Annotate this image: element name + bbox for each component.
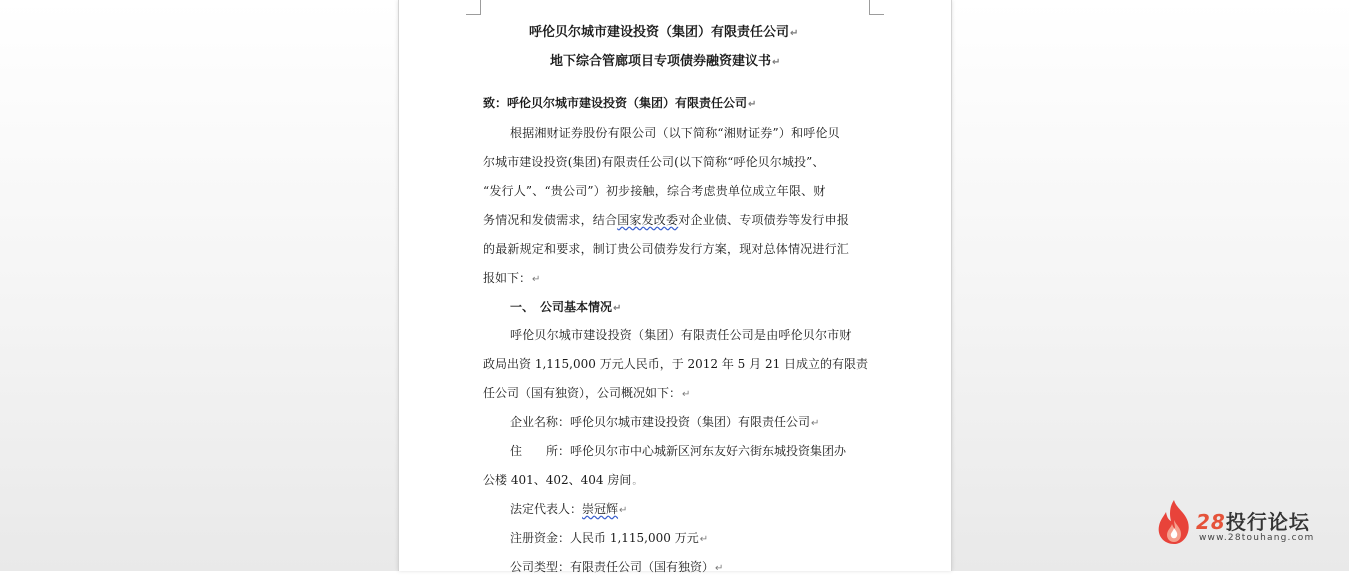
company-name: 企业名称：呼伦贝尔城市建设投资（集团）有限责任公司↵ — [510, 415, 820, 429]
intro-line: “发行人”、“贵公司”）初步接触，综合考虑贵单位成立年限、财 — [483, 184, 826, 198]
address-line: 公楼 401、402、404 房间。 — [483, 473, 643, 487]
watermark-brand-text: 28投行论坛 — [1196, 510, 1310, 534]
registered-capital: 注册资金：人民币 1,115,000 万元↵ — [510, 531, 709, 545]
intro-line: 根据湘财证券股份有限公司（以下简称“湘财证券”）和呼伦贝 — [510, 126, 840, 140]
watermark-url: www.28touhang.com — [1199, 533, 1315, 543]
page-margin-corner-right — [869, 0, 884, 15]
section-body-line: 政局出资 1,115,000 万元人民币，于 2012 年 5 月 21 日成立的有限责 — [483, 357, 869, 371]
section-body-line: 任公司（国有独资），公司概况如下：↵ — [483, 386, 691, 400]
watermark-logo — [1155, 498, 1325, 548]
doc-title-line1: 呼伦贝尔城市建设投资（集团）有限责任公司↵ — [529, 25, 799, 40]
address-line: 住 所：呼伦贝尔市中心城新区河东友好六街东城投资集团办 — [510, 444, 847, 458]
intro-line: 务情况和发债需求，结合国家发改委对企业债、专项债券等发行申报 — [483, 213, 850, 227]
section-body-line: 呼伦贝尔城市建设投资（集团）有限责任公司是由呼伦贝尔市财 — [510, 328, 852, 342]
section-heading: 一、 公司基本情况↵ — [510, 300, 622, 314]
spellcheck-underlined-term: 崇冠辉 — [582, 502, 619, 516]
intro-line: 的最新规定和要求，制订贵公司债券发行方案，现对总体情况进行汇 — [483, 242, 850, 256]
flame-icon — [1155, 498, 1193, 546]
addressee: 致：呼伦贝尔城市建设投资（集团）有限责任公司↵ — [483, 96, 757, 110]
spellcheck-underlined-term: 国家发改委 — [617, 213, 679, 227]
company-type: 公司类型：有限责任公司（国有独资）↵ — [510, 560, 724, 574]
doc-title-line2: 地下综合管廊项目专项债券融资建议书↵ — [550, 54, 781, 69]
intro-line: 报如下：↵ — [483, 271, 541, 285]
document-page — [398, 0, 952, 574]
intro-line: 尔城市建设投资(集团)有限责任公司(以下简称“呼伦贝尔城投”、 — [483, 155, 825, 169]
legal-representative: 法定代表人：崇冠辉↵ — [510, 502, 628, 516]
page-margin-corner-left — [466, 0, 481, 15]
